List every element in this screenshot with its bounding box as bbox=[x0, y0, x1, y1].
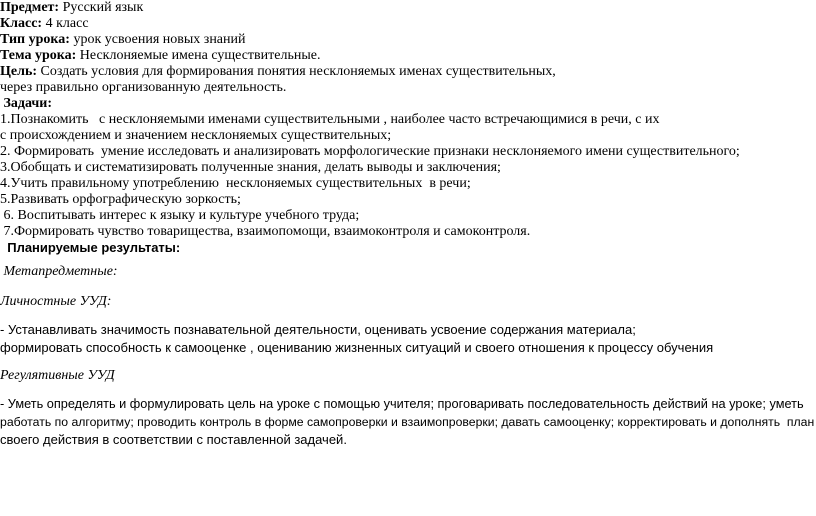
grade-label: Класс: bbox=[0, 16, 43, 31]
topic-value: Несклоняемые имена существительные. bbox=[76, 48, 321, 63]
subject-label: Предмет: bbox=[0, 0, 60, 15]
topic-line bbox=[0, 48, 320, 64]
personal-uud-line: - Устанавливать значимость познавательной деятельности, оценивать усвоение содержания материала; bbox=[0, 322, 636, 337]
goal-line-continued: через правильно организованную деятельность. bbox=[0, 80, 287, 95]
goal-line bbox=[0, 64, 556, 80]
personal-uud-line: формировать способность к самооценке , оцениванию жизненных ситуаций и своего отношения к процессу обучения bbox=[0, 340, 714, 355]
task-item: 7.Формировать чувство товарищества, взаимопомощи, взаимоконтроля и самоконтроля. bbox=[0, 224, 531, 239]
regulatory-uud-line: - Уметь определять и формулировать цель на уроке с помощью учителя; проговаривать последовательность действий на уроке; уметь bbox=[0, 396, 804, 411]
regulatory-uud-line: своего действия в соответствии с поставленной задачей. bbox=[0, 432, 347, 447]
task-item: 4.Учить правильному употреблению несклоняемых существительных в речи; bbox=[0, 176, 471, 191]
goal-label: Цель: bbox=[0, 64, 38, 79]
meta-subject-heading: Метапредметные: bbox=[0, 264, 118, 279]
grade-line bbox=[0, 16, 89, 32]
regulatory-uud-heading: Регулятивные УУД bbox=[0, 368, 115, 383]
planned-results-heading: Планируемые результаты: bbox=[0, 240, 181, 255]
task-item: 1.Познакомить с несклоняемыми именами существительными , наиболее часто встречающимися в речи, с их bbox=[0, 112, 660, 127]
lesson-type-line bbox=[0, 32, 246, 48]
task-item: 5.Развивать орфографическую зоркость; bbox=[0, 192, 241, 207]
lesson-type-value: урок усвоения новых знаний bbox=[69, 32, 246, 47]
lesson-type-label: Тип урока: bbox=[0, 32, 70, 47]
grade-value: 4 класс bbox=[42, 16, 89, 31]
task-item: с происхождением и значением несклоняемых существительных; bbox=[0, 128, 392, 143]
subject-value: Русский язык bbox=[59, 0, 144, 15]
tasks-heading: Задачи: bbox=[0, 96, 53, 111]
topic-label: Тема урока: bbox=[0, 48, 77, 63]
task-item: 3.Обобщать и систематизировать полученные знания, делать выводы и заключения; bbox=[0, 160, 501, 175]
task-item: 2. Формировать умение исследовать и анализировать морфологические признаки несклоняемого имени существительного; bbox=[0, 144, 740, 159]
goal-text: Создать условия для формирования понятия несклоняемых именах существительных, bbox=[37, 64, 556, 79]
regulatory-uud-line: работать по алгоритму; проводить контроль в форме самопроверки и взаимопроверки; давать самооценку; корректировать и дополнять план bbox=[0, 415, 815, 429]
subject-line bbox=[0, 0, 143, 16]
personal-uud-heading: Личностные УУД: bbox=[0, 294, 112, 309]
task-item: 6. Воспитывать интерес к языку и культуре учебного труда; bbox=[0, 208, 360, 223]
